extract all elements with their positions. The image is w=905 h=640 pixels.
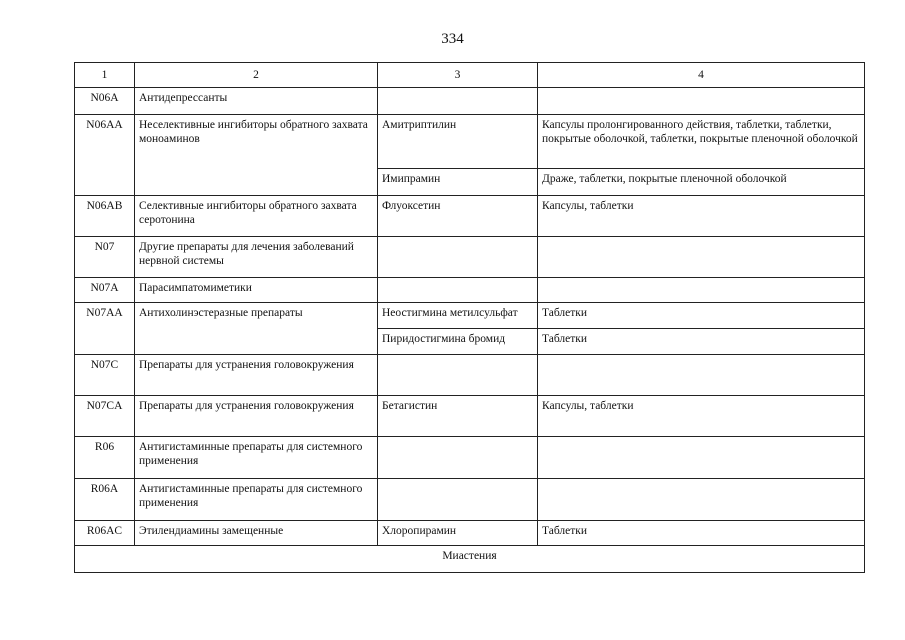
dosage-forms — [538, 355, 865, 396]
group-name: Селективные ингибиторы обратного захвата серотонина — [135, 196, 378, 237]
column-header-4: 4 — [538, 63, 865, 88]
dosage-forms: Драже, таблетки, покрытые пленочной оболочкой — [538, 169, 865, 196]
dosage-forms — [538, 437, 865, 479]
table-header-row — [75, 63, 865, 88]
atc-code: R06 — [75, 437, 135, 479]
page-number: 334 — [441, 31, 464, 47]
column-header-1: 1 — [75, 63, 135, 88]
group-name: Препараты для устранения головокружения — [135, 396, 378, 437]
atc-code: N07AA — [75, 303, 135, 355]
atc-code: R06AC — [75, 521, 135, 546]
table-row — [75, 115, 865, 169]
group-name: Другие препараты для лечения заболеваний нервной системы — [135, 237, 378, 278]
dosage-forms: Капсулы пролонгированного действия, таблетки, таблетки, покрытые оболочкой, таблетки, покрытые пленочной оболочкой — [538, 115, 865, 169]
group-name: Антихолинэстеразные препараты — [135, 303, 378, 355]
dosage-forms: Таблетки — [538, 329, 865, 355]
atc-code: N06AA — [75, 115, 135, 196]
group-name: Антигистаминные препараты для системного применения — [135, 479, 378, 521]
group-name: Антидепрессанты — [135, 88, 378, 115]
group-name: Этилендиамины замещенные — [135, 521, 378, 546]
drug-name — [378, 278, 538, 303]
atc-code: N06A — [75, 88, 135, 115]
column-header-2: 2 — [135, 63, 378, 88]
dosage-forms: Капсулы, таблетки — [538, 396, 865, 437]
section-title: Миастения — [75, 546, 865, 573]
drug-name: Неостигмина метилсульфат — [378, 303, 538, 329]
column-header-3: 3 — [378, 63, 538, 88]
atc-code: N07C — [75, 355, 135, 396]
group-name: Парасимпатомиметики — [135, 278, 378, 303]
table-row — [75, 196, 865, 237]
atc-code: N07CA — [75, 396, 135, 437]
drug-name — [378, 479, 538, 521]
drug-table — [74, 62, 865, 573]
table-row — [75, 521, 865, 546]
atc-code: N07A — [75, 278, 135, 303]
dosage-forms: Таблетки — [538, 521, 865, 546]
dosage-forms — [538, 278, 865, 303]
atc-code: N06AB — [75, 196, 135, 237]
dosage-forms: Капсулы, таблетки — [538, 196, 865, 237]
table-row — [75, 355, 865, 396]
dosage-forms — [538, 479, 865, 521]
drug-name — [378, 237, 538, 278]
drug-name: Бетагистин — [378, 396, 538, 437]
table-row — [75, 303, 865, 329]
table-row — [75, 437, 865, 479]
drug-name: Амитриптилин — [378, 115, 538, 169]
dosage-forms: Таблетки — [538, 303, 865, 329]
table-row — [75, 479, 865, 521]
table-row — [75, 237, 865, 278]
group-name: Неселективные ингибиторы обратного захвата моноаминов — [135, 115, 378, 196]
dosage-forms — [538, 237, 865, 278]
table-row — [75, 278, 865, 303]
drug-name — [378, 355, 538, 396]
drug-name: Хлоропирамин — [378, 521, 538, 546]
drug-name — [378, 88, 538, 115]
table-row — [75, 88, 865, 115]
drug-name: Имипрамин — [378, 169, 538, 196]
atc-code: N07 — [75, 237, 135, 278]
atc-code: R06A — [75, 479, 135, 521]
dosage-forms — [538, 88, 865, 115]
drug-name — [378, 437, 538, 479]
drug-name: Флуоксетин — [378, 196, 538, 237]
group-name: Антигистаминные препараты для системного применения — [135, 437, 378, 479]
group-name: Препараты для устранения головокружения — [135, 355, 378, 396]
drug-name: Пиридостигмина бромид — [378, 329, 538, 355]
section-title-row — [75, 546, 865, 573]
table-row — [75, 396, 865, 437]
